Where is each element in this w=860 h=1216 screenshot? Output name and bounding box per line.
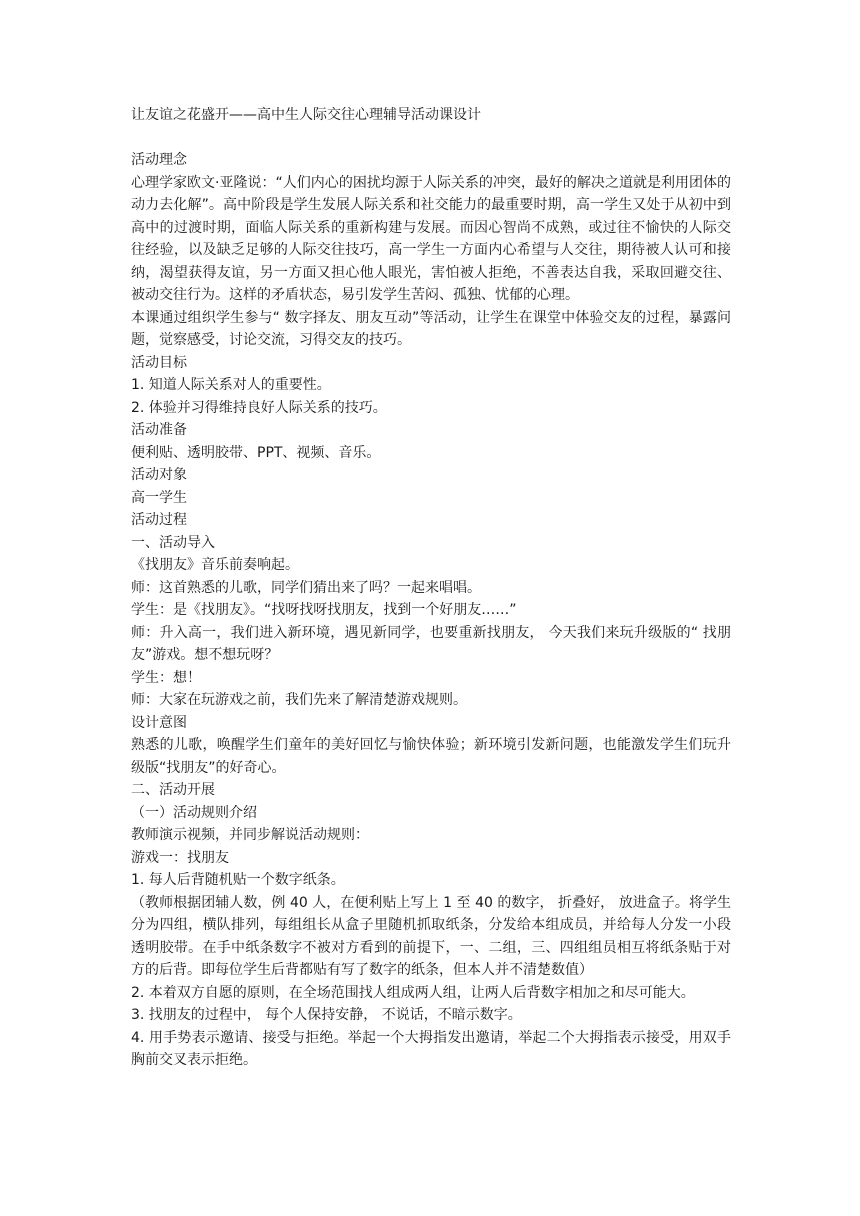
document-page [131, 104, 731, 1072]
subsection-1-heading: （一）活动规则介绍 [131, 804, 257, 821]
heading-preparation: 活动准备 [131, 422, 187, 438]
section-2-heading: 二、活动开展 [131, 782, 215, 798]
heading-design: 设计意图 [131, 714, 187, 731]
concept-paragraph-1: 心理学家欧文·亚隆说：“人们内心的困扰均源于人际关系的冲突，最好的解决之道就是利用团体的动力去化解”。高中阶段是学生发展人际关系和社交能力的最重要时期，高一学生又处于从初中到高中的过渡时期，面临人际关系的重新构建与发展。而因心智尚不成熟，或过往不愉快的人际交往经验，以及缺乏足够的人际交往技巧，高一学生一方面内心希望与人交往，期待被人认可和接纳，渴望获得友谊，另一方面又担心他人眼光，害怕被人拒绝，不善表达自我，采取回避交往、被动交往行为。这样的矛盾状态，易引发学生苦闷、孤独、忧郁的心理。 [131, 174, 731, 303]
heading-goals: 活动目标 [131, 354, 187, 371]
intro-line-4: 师：升入高一，我们进入新环境，遇见新同学，也要重新找朋友， 今天我们来玩升级版的“ 找朋友”游戏。想不想玩呀？ [131, 624, 731, 663]
intro-line-1: 《找朋友》音乐前奏响起。 [131, 557, 299, 573]
game-1-heading: 游戏一：找朋友 [131, 849, 229, 866]
target-text: 高一学生 [131, 489, 187, 506]
heading-process: 活动过程 [131, 512, 187, 528]
blank-line [131, 127, 731, 150]
intro-line-3: 学生：是《找朋友》。“找呀找呀找朋友，找到一个好朋友……” [131, 602, 517, 618]
rule-item-2: 2. 本着双方自愿的原则，在全场范围找人组成两人组，让两人后背数字相加之和尽可能大。 [131, 984, 695, 1001]
section-1-heading: 一、活动导入 [131, 534, 215, 551]
design-text: 熟悉的儿歌，唤醒学生们童年的美好回忆与愉快体验；新环境引发新问题，也能激发学生们玩升级版“找朋友”的好奇心。 [131, 737, 731, 776]
heading-target: 活动对象 [131, 467, 187, 483]
rule-item-1-detail: （教师根据团辅人数，例 40 人，在便利贴上写上 1 至 40 的数字， 折叠好， 放进盒子。将学生分为四组，横队排列，每组组长从盒子里随机抓取纸条，分发给本组成员，并给每人分发一小段透明胶带。在手中纸条数字不被对方看到的前提下，一、二组，三、四组组员相互将纸条贴于对方的后背。即每位学生后背都贴有写了数字的纸条，但本人并不清楚数值） [131, 894, 731, 978]
intro-line-2: 师：这首熟悉的儿歌，同学们猜出来了吗？一起来唱唱。 [131, 579, 481, 596]
rules-intro: 教师演示视频，并同步解说活动规则： [131, 827, 369, 843]
rule-item-4: 4. 用手势表示邀请、接受与拒绝。举起一个大拇指发出邀请，举起二个大拇指表示接受，用双手胸前交叉表示拒绝。 [131, 1029, 731, 1068]
preparation-text: 便利贴、透明胶带、PPT、视频、音乐。 [131, 444, 381, 461]
goal-item-2: 2. 体验并习得维持良好人际关系的技巧。 [131, 399, 387, 416]
concept-paragraph-2: 本课通过组织学生参与“ 数字择友、朋友互动”等活动，让学生在课堂中体验交友的过程，暴露问题，觉察感受，讨论交流，习得交友的技巧。 [131, 309, 731, 348]
intro-line-6: 师：大家在玩游戏之前，我们先来了解清楚游戏规则。 [131, 692, 467, 708]
rule-item-3: 3. 找朋友的过程中， 每个人保持安静， 不说话，不暗示数字。 [131, 1007, 522, 1023]
rule-item-1: 1. 每人后背随机贴一个数字纸条。 [131, 872, 345, 888]
intro-line-5: 学生：想！ [131, 669, 201, 686]
goal-item-1: 1. 知道人际关系对人的重要性。 [131, 377, 331, 393]
heading-concept: 活动理念 [131, 152, 187, 168]
document-title: 让友谊之花盛开——高中生人际交往心理辅导活动课设计 [131, 107, 481, 123]
